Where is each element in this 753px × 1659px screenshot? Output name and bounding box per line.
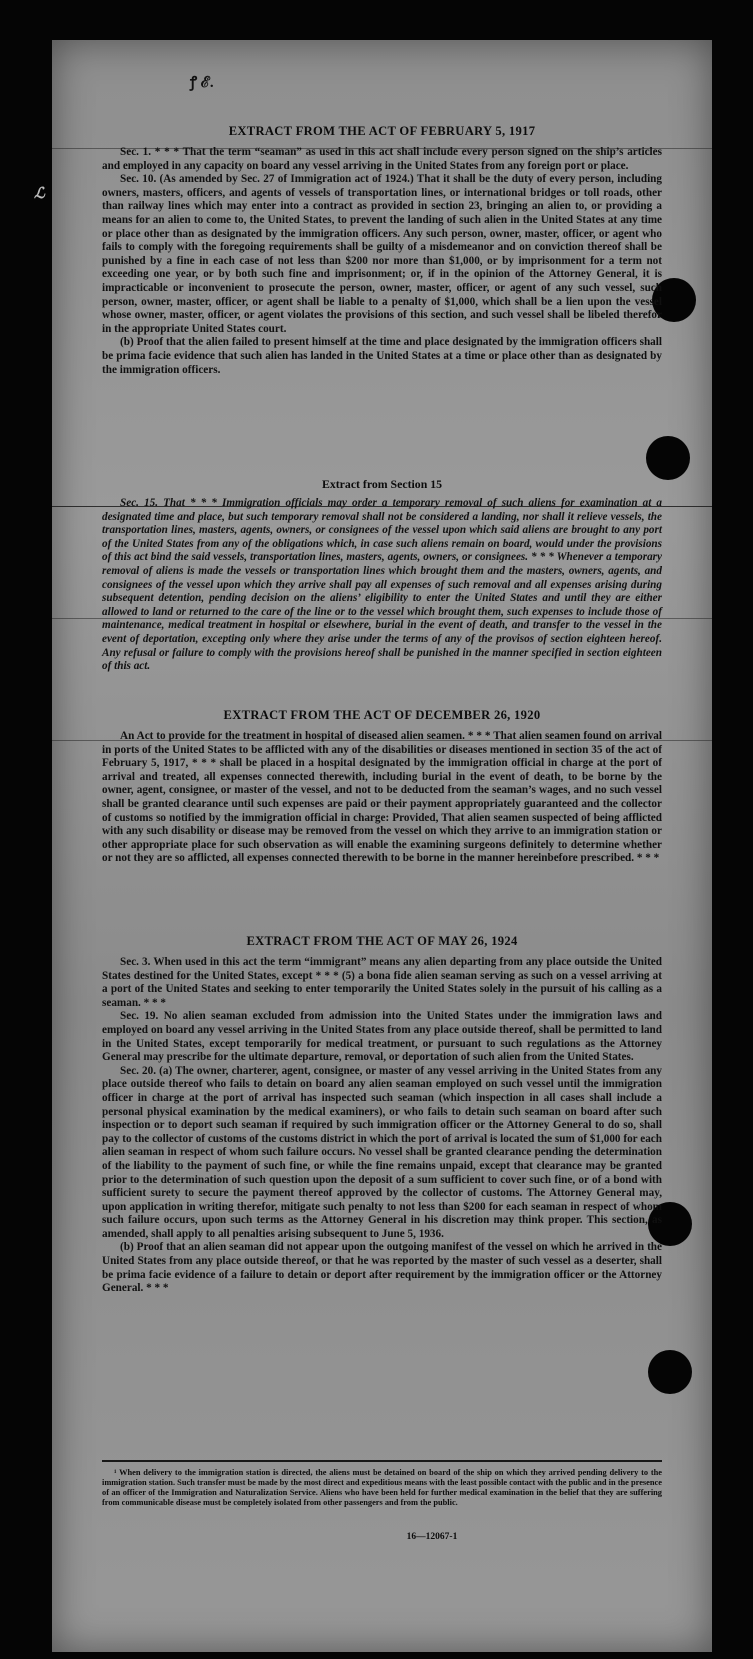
section-body xyxy=(102,146,662,377)
paragraph: Sec. 1. * * * That the term “seaman” as used in this act shall include every person signed on the ship’s articles and employed in any capacity on board any vessel arriving in the United States from any foreign port or place. xyxy=(102,146,662,172)
section-body xyxy=(102,956,662,1296)
section-heading: EXTRACT FROM THE ACT OF FEBRUARY 5, 1917 xyxy=(228,124,536,138)
paragraph: Sec. 15. That * * * Immigration officials may order a temporary removal of such aliens for examination at a designated time and place, but such temporary removal shall not be considered a landing, nor shall it relieve vessels, the transportation lines, masters, agents, owners, or consignees of the vessel upon which said aliens are brought to any port of the United States from any of the obligations which, in case such aliens remain on board, would under the provisions of this act bind the said vessels, transportation lines, masters, agents, owners, or consignees. * * * Whenever a temporary removal of aliens is made the vessels or transportation lines which brought them and the masters, owners, agents, and consignees of the vessel upon which they arrive shall pay all expenses of such removal and all expenses arising during subsequent detention, pending decision on the aliens’ eligibility to enter the United States and until they are either allowed to land or returned to the care of the line or to the vessel which brought them, such expenses to include those of maintenance, medical treatment in hospital or elsewhere, burial in the event of death, and transfer to the vessel in the event of deportation, excepting only where they arise under the terms of any of the provisos of section eighteen hereof. Any refusal or failure to comply with the provisions hereof shall be punished in the manner specified in section eighteen of this act. xyxy=(102,497,662,673)
section-heading: EXTRACT FROM THE ACT OF MAY 26, 1924 xyxy=(246,934,518,948)
document-page xyxy=(52,40,712,1652)
paragraph: Sec. 10. (As amended by Sec. 27 of Immigration act of 1924.) That it shall be the duty of every person, including owners, masters, officers, and agents of vessels of transportation lines, or international bridges or toll roads, other than railway lines which may enter into a contract as provided in section 23, bringing an alien to, or providing a means for an alien to come to, the United States, to prevent the landing of such alien in the United States at any time or place other than as designated by the immigration officers. Any such person, owner, master, officer, or agent who fails to comply with the foregoing requirements shall be guilty of a misdemeanor and on conviction thereof shall be punished by a fine in each case of not less than $200 nor more than $1,000, or by imprisonment for a term not exceeding one year, or by both such fine and imprisonment; or, if in the opinion of the Attorney General, it is impracticable or inconvenient to prosecute the person, owner, master, officer, or agent of any such vessel, such person, owner, master, officer, or agent shall be liable to a penalty of $1,000, which shall be a lien upon the vessel whose owner, master, officer, or agent violates the provisions of this section, and such vessel shall be libeled therefor in the appropriate United States court. xyxy=(102,173,662,335)
paragraph: An Act to provide for the treatment in hospital of diseased alien seamen. * * * That alien seamen found on arrival in ports of the United States to be afflicted with any of the disabilities or diseases mentioned in section 35 of the act of February 5, 1917, * * * shall be placed in a hospital designated by the immigration official in charge at the port of arrival and treated, all expenses connected therewith, including burial in the event of death, to be borne by the owner, agent, consignee, or master of the vessel, and not to be deducted from the seaman’s wages, and no such vessel shall be granted clearance until such expenses are paid or their payment appropriately guaranteed and the collector of customs so notified by the immigration official in charge: Provided, That alien seamen suspected of being afflicted with any such disability or disease may be removed from the vessel on which they arrive to an immigration station or other appropriate place for such observation as will enable the examining surgeons definitely to determine whether or not they are so afflicted, all expenses connected therewith to be borne in the manner hereinbefore prescribed. * * * xyxy=(102,730,662,865)
paragraph: Sec. 3. When used in this act the term “immigrant” means any alien departing from any place outside the United States destined for the United States, except * * * (5) a bona fide alien seaman serving as such on a vessel arriving at a port of the United States and seeking to enter temporarily the United States solely in the pursuit of his calling as a seaman. * * * xyxy=(102,956,662,1009)
rule-line xyxy=(102,1460,662,1462)
paragraph: (b) Proof that an alien seaman did not appear upon the outgoing manifest of the vessel on which he arrived in the United States from any place outside thereof, or that he was reported by the master of such vessel as a deserter, shall be prima facie evidence of a failure to detain or deport after requirement by the immigration officer or the Attorney General. * * * xyxy=(102,1241,662,1295)
paragraph: Sec. 19. No alien seaman excluded from admission into the United States under the immigration laws and employed on board any vessel arriving in the United States from any place outside thereof, shall be permitted to land in the United States, except temporarily for medical treatment, or pursuant to such regulations as the Attorney General may prescribe for the ultimate departure, removal, or deportation of such alien from the United States. xyxy=(102,1010,662,1064)
section-heading: Extract from Section 15 xyxy=(321,477,442,491)
top-handwritten-mark: ꝭ ℰ. xyxy=(190,75,214,91)
section-body xyxy=(102,730,662,866)
section-heading: EXTRACT FROM THE ACT OF DECEMBER 26, 1920 xyxy=(223,708,541,722)
binder-hole xyxy=(648,1350,692,1394)
binder-hole xyxy=(646,436,690,480)
paragraph: Sec. 20. (a) The owner, charterer, agent, consignee, or master of any vessel arriving in the United States from any place outside thereof who fails to detain on board any alien seaman employed on such vessel until the immigration officer in charge at the port of arrival has inspected such seaman (which inspection in all cases shall include a personal physical examination by the medical examiners), or who fails to detain such seaman on board after such inspection or to deport such seaman if required by such immigration officer or the Attorney General to do so, shall pay to the collector of customs of the customs district in which the port of arrival is located the sum of $1,000 for each alien seaman in respect of whom such failure occurs. No vessel shall be granted clearance pending the determination of the liability to the payment of such fine, or while the fine remains unpaid, except that clearance may be granted prior to the determination of such question upon the deposit of a sum sufficient to cover such fine, or of a bond with sufficient surety to secure the payment thereof approved by the collector of customs. The Attorney General may, upon application in writing therefor, mitigate such penalty to not less than $200 for each seaman in respect of whom such failure occurs, upon such terms as the Attorney General in his discretion may think proper. This section, as amended, shall apply to all penalties arising subsequent to June 5, 1936. xyxy=(102,1064,662,1240)
paragraph: (b) Proof that the alien failed to present himself at the time and place designated by the immigration officers shall be prima facie evidence that such alien has landed in the United States at a time or place other than as designated by the immigration officers. xyxy=(102,336,662,376)
footnote: ¹ When delivery to the immigration station is directed, the aliens must be detained on board of the ship on which they arrived pending delivery to the immigration station. Such transfer must be made by the most direct and expeditious means with the least possible contact with the public and in the presence of an officer of the Immigration and Naturalization Service. Aliens who have been held for further medical examination in the belief that they are suffering from communicable disease must be completely isolated from other passengers and from the public. xyxy=(102,1468,662,1508)
margin-handwritten-mark: ℒ xyxy=(34,186,45,202)
section-body xyxy=(102,497,662,674)
page-number: 16—12067-1 xyxy=(406,1532,458,1542)
